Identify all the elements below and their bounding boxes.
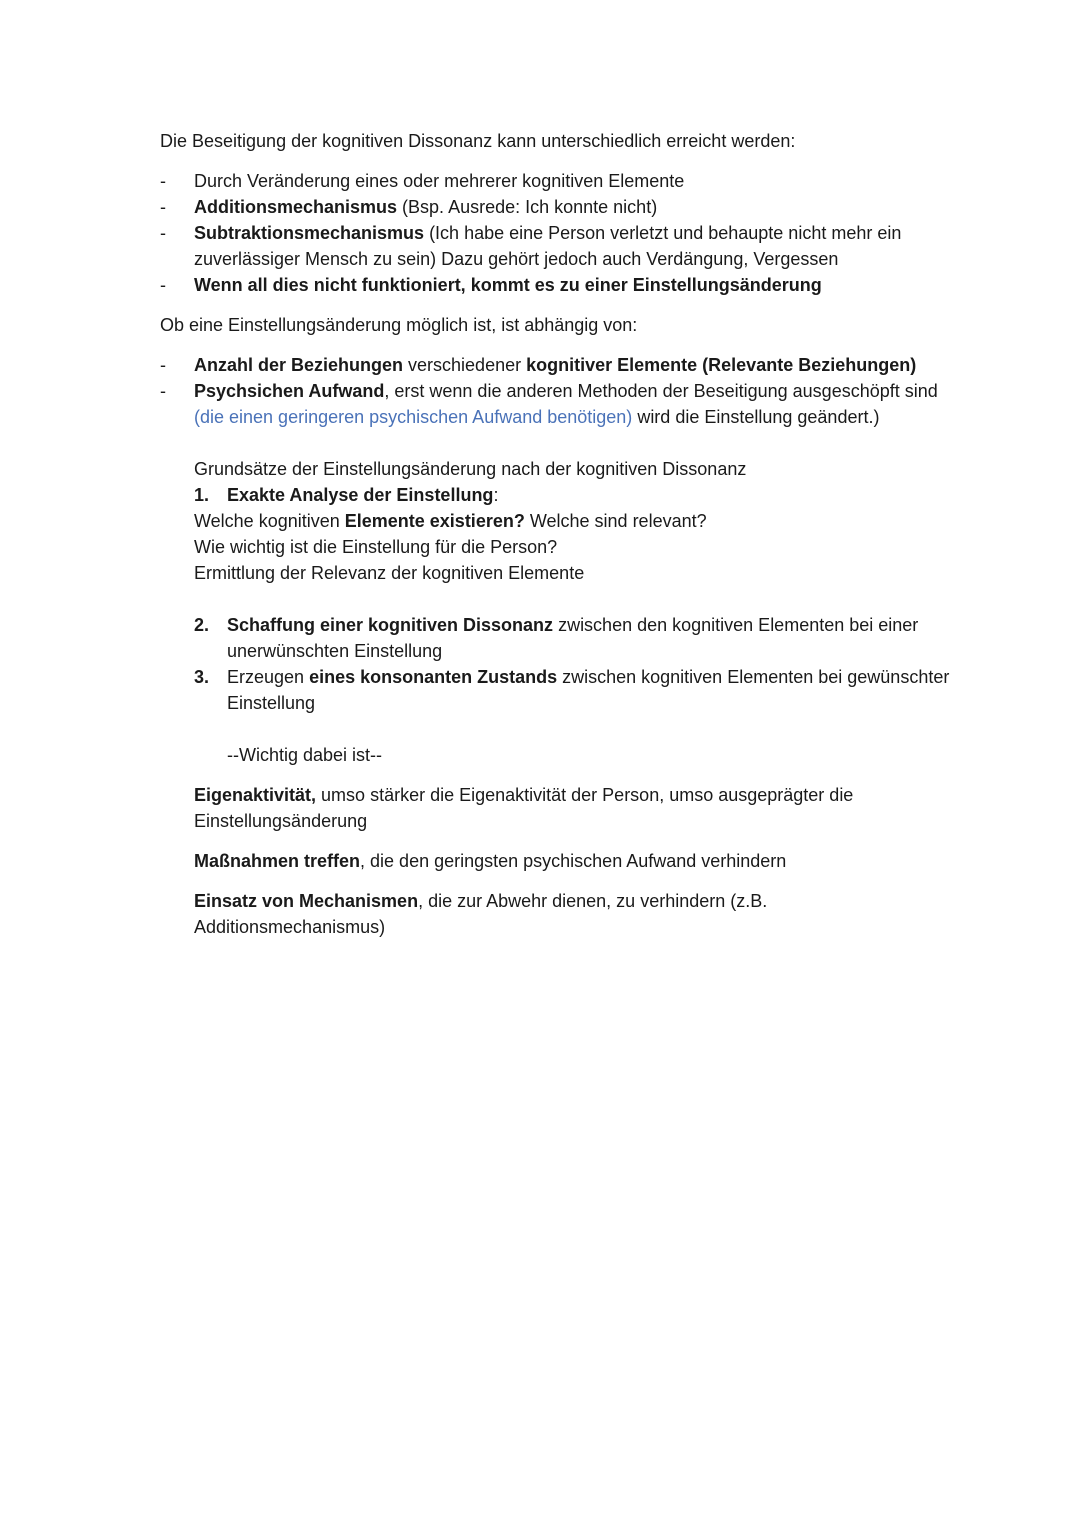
step-3: 3. Erzeugen eines konsonanten Zustands zwischen kognitiven Elementen bei gewünschter Einstellung xyxy=(194,667,950,713)
list-item: - Additionsmechanismus (Bsp. Ausrede: Ich konnte nicht) xyxy=(160,194,960,220)
attitude-change-note: Wenn all dies nicht funktioniert, kommt es zu einer Einstellungsänderung xyxy=(194,275,822,295)
list-item: - Anzahl der Beziehungen verschiedener kognitiver Elemente (Relevante Beziehungen) xyxy=(160,352,960,378)
principles-heading: Grundsätze der Einstellungsänderung nach der kognitiven Dissonanz xyxy=(194,459,747,479)
list-item: - Durch Veränderung eines oder mehrerer kognitiven Elemente xyxy=(160,168,960,194)
list-item: - Subtraktionsmechanismus (Ich habe eine Person verletzt und behaupte nicht mehr ein zuverlässiger Mensch zu sein) Dazu gehört jedoch auch Verdängung, Vergessen xyxy=(160,220,960,272)
list-item xyxy=(160,272,960,298)
blue-annotation: (die einen geringeren psychischen Aufwand benötigen) xyxy=(194,407,633,427)
conditions-list xyxy=(160,352,960,430)
intro-paragraph: Die Beseitigung der kognitiven Dissonanz kann unterschiedlich erreicht werden: xyxy=(160,131,796,151)
point-self-activity: Eigenaktivität, umso stärker die Eigenaktivität der Person, umso ausgeprägter die Einstellungsänderung xyxy=(194,785,854,831)
point-measures: Maßnahmen treffen, die den geringsten psychischen Aufwand verhindern xyxy=(194,851,787,871)
point-mechanisms: Einsatz von Mechanismen, die zur Abwehr dienen, zu verhindern (z.B. Additionsmechanismus) xyxy=(194,891,768,937)
step-1: 1. Exakte Analyse der Einstellung: xyxy=(194,485,499,505)
question-1: Welche kognitiven Elemente existieren? Welche sind relevant? xyxy=(194,511,707,531)
removal-methods-list xyxy=(160,168,960,298)
term-addition: Additionsmechanismus xyxy=(194,197,398,217)
question-2: Wie wichtig ist die Einstellung für die Person? xyxy=(194,537,558,557)
condition-intro: Ob eine Einstellungsänderung möglich ist, ist abhängig von: xyxy=(160,315,638,335)
document-page xyxy=(160,128,960,940)
question-3: Ermittlung der Relevanz der kognitiven Elemente xyxy=(194,563,585,583)
important-note: --Wichtig dabei ist-- xyxy=(227,745,383,765)
term-subtraction: Subtraktionsmechanismus xyxy=(194,223,425,243)
list-item: - Psychsichen Aufwand, erst wenn die anderen Methoden der Beseitigung ausgeschöpft sind (die einen geringeren psychischen Aufwand benötigen) wird die Einstellung geändert.) xyxy=(160,378,960,430)
step-2: 2. Schaffung einer kognitiven Dissonanz zwischen den kognitiven Elementen bei einer unerwünschten Einstellung xyxy=(194,615,919,661)
